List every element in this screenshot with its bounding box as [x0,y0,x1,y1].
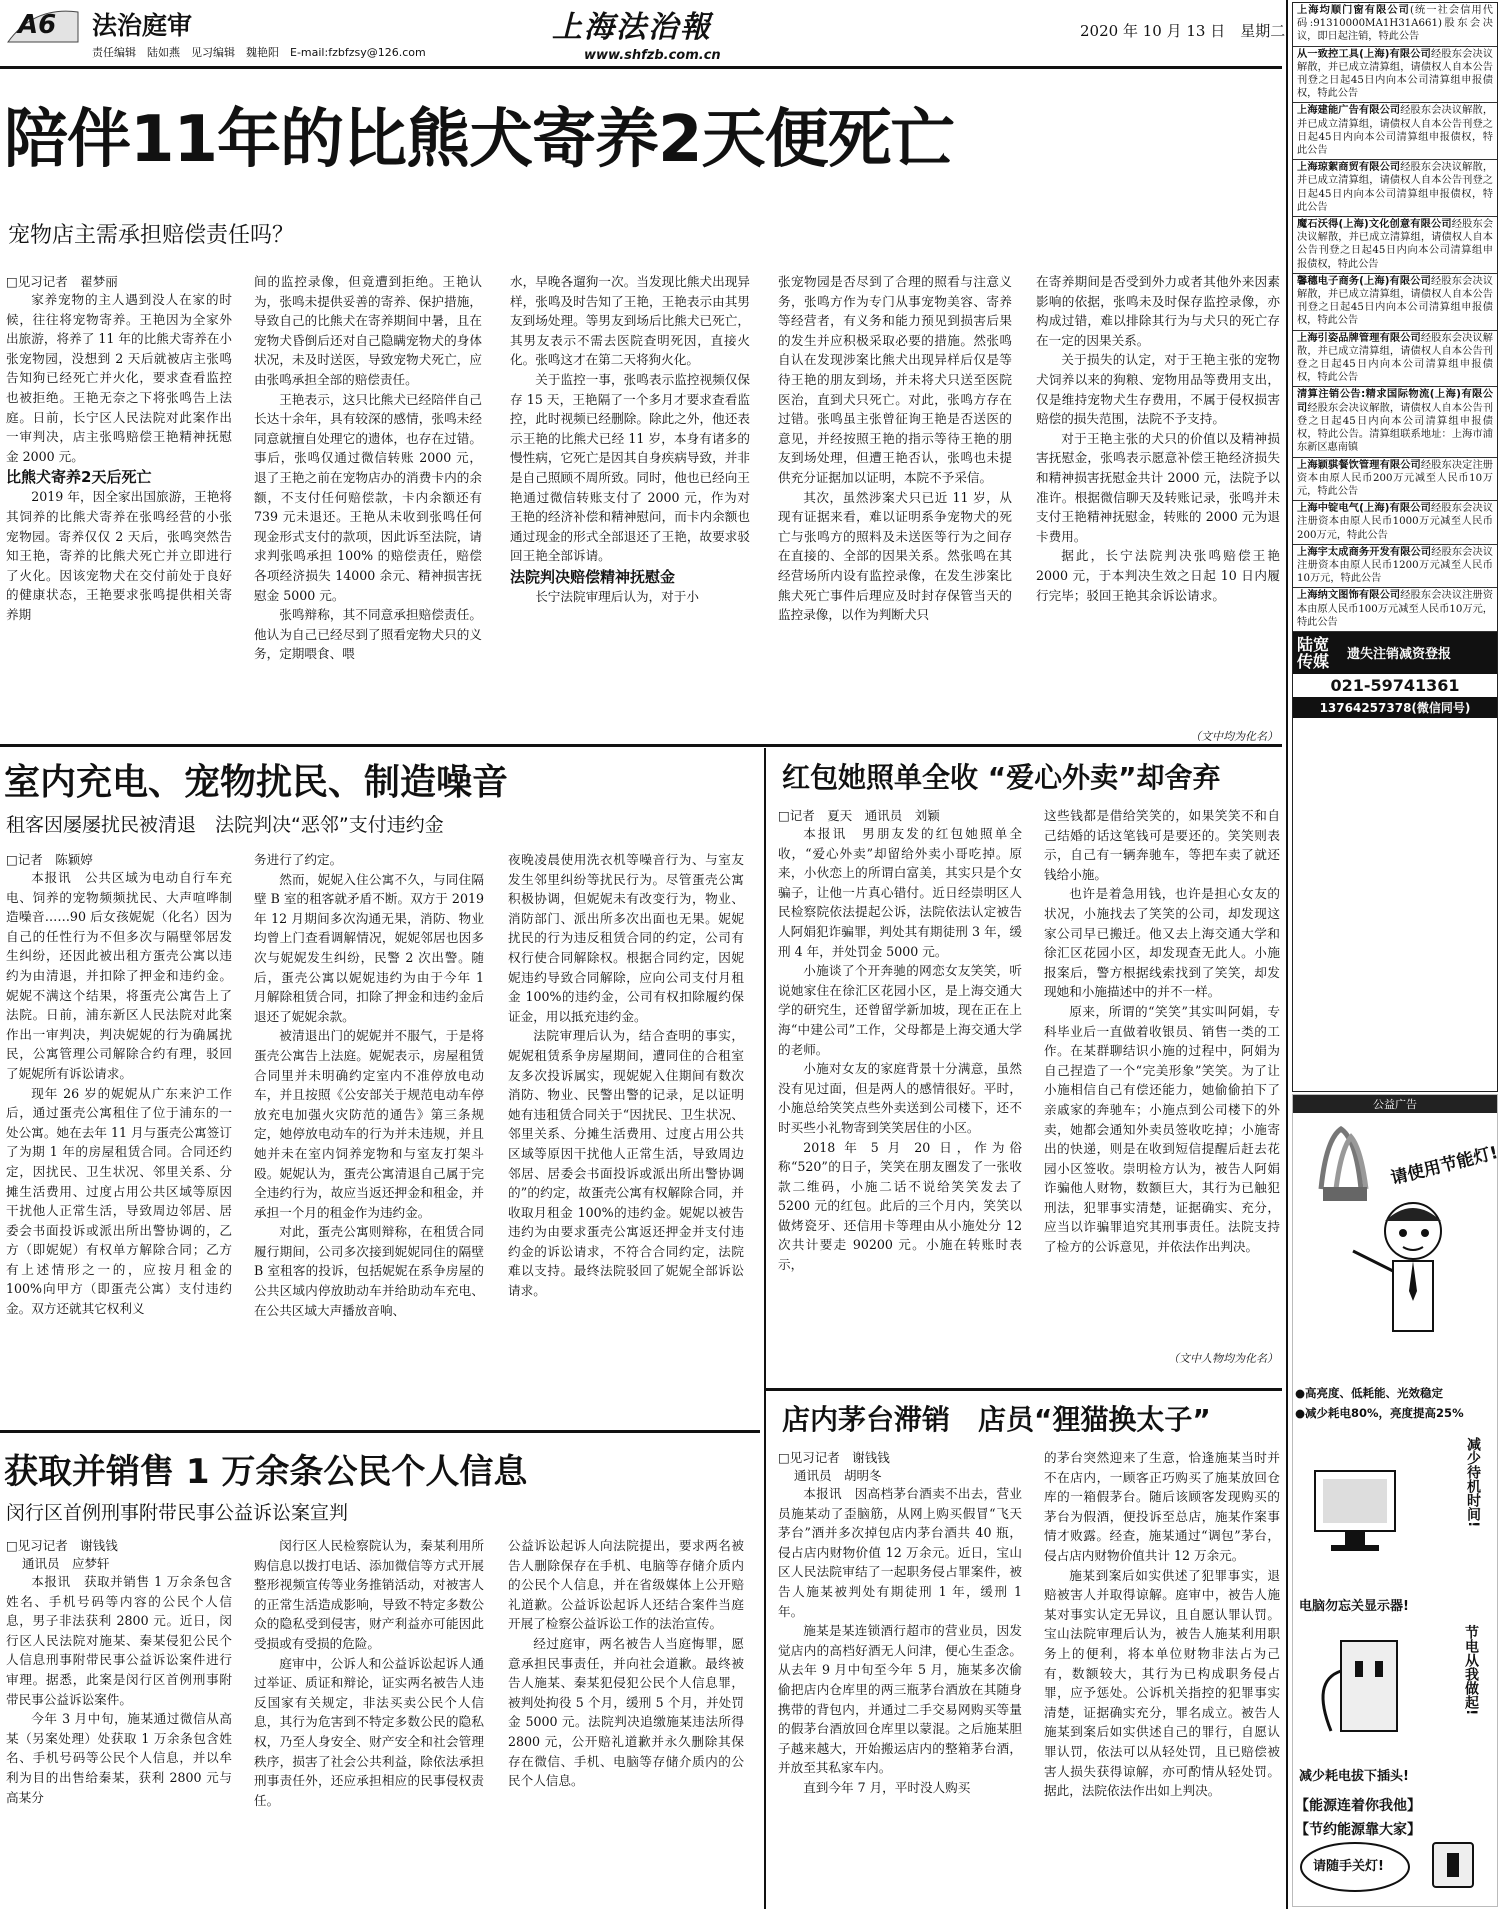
story4-byline: □见习记者 谢钱钱 [778,1450,890,1465]
ad-notice-title: 清算注销公告:精求国际物流(上海)有限公司 [1297,389,1493,414]
light-switch-icon [1423,1835,1483,1895]
story2-bottom-rule [0,1430,760,1433]
story1-paragraph: 间的监控录像，但竟遭到拒绝。王艳认为，张鸣未提供妥善的寄养、保护措施，导致自己的比熊犬在寄养期间中暑，且在宠物犬昏倒后还对自己隐瞒宠物犬的身体状况，未及时送医，导致宠物犬死亡，应由张鸣承担全部的赔偿责任。 [254,274,482,387]
story3-col1 [778,806,1022,1382]
story1-paragraph: 关于监控一事，张鸣表示监控视频仅保存 15 天，王艳隔了一个多月才要求查看监控，此时视频已经删除。除此之外，他还表示王艳的比熊犬已经 11 岁，本身有诸多的慢性病，它死亡是因其自身疾病导致，并非是自己照顾不周所致。同时，他也已经向王艳通过微信转账支付了 2000 元，作为对王艳的经济补偿和精神慰问，而卡内余额也通过现金的形式全部退还了王艳，故要求驳回王艳全部诉请。 [510,371,750,564]
paper-name: 上海法治報 [552,10,712,45]
ad-notice-text: 经股东会决议注册资本由原人民币100万元减至人民币10万元，特此公告 [1297,590,1494,628]
story1-paragraph: 据此，长宁法院判决张鸣赔偿王艳 2000 元，于本判决生效之日起 10 日内履行完毕；驳回王艳其余诉讼请求。 [1036,548,1280,603]
story1-subheading: 比熊犬寄养2天后死亡 [6,468,152,487]
story5-byline2: 通讯员 应梦轩 [22,1556,110,1571]
psa-slogan-bulb: 请使用节能灯! [1388,1142,1500,1189]
story1-paragraph: 2019 年，因全家出国旅游，王艳将其饲养的比熊犬寄养在张鸣经营的小张宠物园。寄养仅仅 2 天后，张鸣突然告知王艳，寄养的比熊犬死亡并立即进行了火化。因该宠物犬在交付前处于良好的健康状态，王艳要求张鸣提供相关寄养期 [6,489,232,622]
ad-notice-title: 馨穗电子商务(上海)有限公司 [1297,275,1432,287]
story1-col1 [6,272,232,722]
story2-paragraph: 夜晚凌晨使用洗衣机等噪音行为、与室友发生邻里纠纷等扰民行为。尽管蛋壳公寓积极协调，但妮妮未有改变行为，物业、消防部门、派出所多次出面也无果。妮妮扰民的行为违反租赁合同的约定，公司有权行使合同解除权。根据合同约定，因妮妮违约导致合同解除，应向公司支付月租金 100%的违约金，公司有权扣除履约保证金，用以抵充违约金。 [508,852,744,1024]
page-code-badge [4,4,82,44]
story5-paragraph: 本报讯 获取并销售 1 万余条包含姓名、手机号码等内容的公民个人信息，男子非法获利 2800 元。近日，闵行区人民法院对施某、秦某侵犯公民个人信息刑事附带民事公益诉讼案件进行审理。据悉，此案是闵行区首例刑事附带民事公益诉讼案件。 [6,1574,232,1707]
story2-paragraph: 务进行了约定。 [254,852,343,867]
story4-paragraph: 施某到案后如实供述了犯罪事实，退赔被害人并取得谅解。庭审中，被告人施某对事实认定无异议，且自愿认罪认罚。宝山法院审理后认为，被告人施某利用职务上的便利，将本单位财物非法占为己有，数额较大，其行为已构成职务侵占罪，应予惩处。公诉机关指控的犯罪事实清楚，证据确实充分，罪名成立。被告人施某到案后如实供述自己的罪行，自愿认罪认罚，依法可以从轻处罚，且已赔偿被害人损失获得谅解，亦可酌情从轻处罚。据此，法院依法作出如上判决。 [1044,1567,1280,1799]
ad-notice [1293,217,1497,274]
story1-paragraph: 其次，虽然涉案犬只已近 11 岁，从现有证据来看，难以证明系争宠物犬的死亡与张鸣方的照料及未送医等行为之间存在直接的、全部的因果关系。然张鸣在其经营场所内设有监控录像，在发生涉案比熊犬死亡事件后理应及时封存保管当天的监控录像，以作为判断犬只 [778,489,1012,623]
psa-bullet: ●高亮度、低耗能、光效稳定 [1295,1386,1444,1400]
story5-col2 [254,1536,484,1906]
psa-caption: 电脑勿忘关显示器! [1299,1599,1409,1614]
ad-notice [1293,458,1497,502]
story3-headline: 红包她照单全收 “爱心外卖”却舍弃 [782,761,1221,794]
story5-byline: □见习记者 谢钱钱 [6,1538,118,1553]
computer-monitor-icon [1301,1431,1421,1581]
issue-date: 2020 年 10 月 13 日 星期二 [1080,22,1286,40]
ad-notice-title: 魔石沃得(上海)文化创意有限公司 [1297,219,1452,231]
ad-service: 遗失注销减资登报 [1347,647,1452,663]
classified-ads [1292,2,1498,1092]
story5-col3 [508,1536,744,1906]
ad-phone-mobile: 13764257378(微信同号) [1293,697,1497,718]
psa-vertical-text: 节电从我做起! [1463,1625,1479,1716]
ad-notice [1293,3,1497,47]
ad-notice-title: 上海均顺门窗有限公司 [1297,5,1410,16]
ad-notice [1293,103,1497,160]
story3-paragraph: 这些钱都是借给笑笑的，如果笑笑不和自己结婚的话这笔钱可是要还的。笑笑则表示，自己有一辆奔驰车，等把车卖了就还钱给小施。 [1044,808,1280,882]
ad-notice [1293,588,1497,632]
page-code: A6 [18,10,57,40]
story2-paragraph: 然而，妮妮入住公寓不久，与同住隔壁 B 室的租客就矛盾不断。双方于 2019 年 12 月期间多次沟通无果，消防、物业均曾上门查看调解情况，妮妮邻居也因多次与妮妮发生纠纷，民警 2 次出警。随后，蛋壳公寓以妮妮违约为由于今年 1 月解除租赁合同，扣除了押金和违约金后退还了妮妮余款。 [254,871,484,1024]
story1-headline: 陪伴11年的比熊犬寄养2天便死亡 [4,103,954,177]
ad-notice-text: 经股东会决议注册资本由原人民币1200万元减至人民币10万元，特此公告 [1297,546,1494,585]
story5-subhead: 闵行区首例刑事附带民事公益诉讼案宣判 [6,1502,349,1524]
story1-paragraph: 张宠物园是否尽到了合理的照看与注意义务，张鸣方作为专门从事宠物美容、寄养等经营者，有义务和能力预见到损害后果的发生并应积极采取必要的措施。然张鸣自认在发现涉案比熊犬出现异样后仅是等待王艳的朋友到场，并未将犬只送至医院医治，直到犬只死亡。对此，张鸣方存在过错。张鸣虽主张曾征询王艳是否送医的意见，并经按照王艳的指示等待王艳的朋友到场处理，但遭王艳否认，张鸣也未提供充分证据加以证明，本院不予采信。 [778,274,1012,485]
story3-paragraph: 2018 年 5 月 20 日，作为俗称“520”的日子，笑笑在朋友圈发了一张收款二维码，小施二话不说给笑笑发去了 5200 元的红包。此后的三个月内，笑笑以做烤瓷牙、还信用卡等理由从小施处分 12 次共计要走 90200 元。小施在转账时表示， [778,1139,1022,1273]
ad-list [1293,3,1497,632]
story1-paragraph: 王艳表示，这只比熊犬已经陪伴自己长达十余年，具有较深的感情，张鸣未经同意就擅自处理它的遗体，也存在过错。事后，张鸣仅通过微信转账 2000 元，退了王艳之前在宠物店办的消费卡内的余额，不支付任何赔偿款，卡内余额还有 739 元未退还。王艳从未收到张鸣任何现金形式支付的款项，因此诉至法院，请求判张鸣承担 100% 的赔偿责任，赔偿各项经济损失 14000 余元、精神损害抚慰金 5000 元。 [254,391,482,603]
story5-paragraph: 闵行区人民检察院认为，秦某利用所购信息以拨打电话、添加微信等方式开展整形视频宣传等业务推销活动，对被害人的正常生活造成影响，导致不特定多数公众的隐私受到侵害，财产利益亦可能因此受损或有受损的危险。 [254,1538,484,1651]
story3-note: （文中人物均为化名） [1168,1352,1278,1365]
story1-paragraph: 水，早晚各遛狗一次。当发现比熊犬出现异样，张鸣及时告知了王艳，王艳表示由其男友到场处理。等男友到场后比熊犬已死亡，其男友表示不需去医院查明死因，直接火化。张鸣这才在第二天将狗火化。 [510,274,750,368]
story1-paragraph: 家养宠物的主人遇到没人在家的时候，往往将宠物寄养。王艳因为全家外出旅游，将养了 11 年的比熊犬寄养在小张宠物园，没想到 2 天后就被店主张鸣告知狗已经死亡并火化，要求查看监控也被拒绝。王艳无奈之下将张鸣告上法庭。日前，长宁区人民法院对此案作出一审判决，店主张鸣赔偿王艳精神抚慰金 2000 元。 [6,292,232,464]
story4-byline2: 通讯员 胡明冬 [794,1468,882,1483]
story3-paragraph: 小施谈了个开奔驰的网恋女友笑笑，听说她家住在徐汇区花园小区，是上海交通大学的研究生，还曾留学新加坡，现在正在上海“中建公司”工作，父母都是上海交通大学的老师。 [778,963,1022,1057]
ad-notice-text: 经股东会决议解散，并已成立清算组，请债权人自本公告刊登之日起45日内向本公司清算组申报债权，特此公告 [1297,105,1494,157]
story3-paragraph: 小施对女友的家庭背景十分满意，虽然没有见过面，但是两人的感情很好。平时，小施总给笑笑点些外卖送到公司楼下，还不时买些小礼物寄到笑笑居住的小区。 [778,1061,1022,1135]
story5-col1 [6,1536,232,1906]
story3-paragraph: 也许是着急用钱，也许是担心女友的状况，小施找去了笑笑的公司，却发现这家公司早已搬迁。他又去上海交通大学和徐汇区花园小区，却发现查无此人。小施报案后，警方根据线索找到了笑笑，却发现她和小施描述中的并不一样。 [1044,886,1280,1000]
story3-paragraph: 本报讯 男朋友发的红包她照单全收，“爱心外卖”却留给外卖小哥吃掉。原来，小伙恋上的所谓白富美，其实只是个女骗子，让他一片真心错付。近日经崇明区人民检察院依法提起公诉，法院依法认定被告人阿娟犯诈骗罪，判处其有期徒刑 3 年，缓刑 4 年，并处罚金 5000 元。 [778,826,1022,959]
story2-paragraph: 对此，蛋壳公寓则辩称，在租赁合同履行期间，公司多次接到妮妮同住的隔壁 B 室租客的投诉，包括妮妮在系争房屋的公共区域内停放助动车并给助动车充电、在公共区域大声播放音响、 [254,1224,484,1318]
story2-col1 [6,850,232,1420]
story1-paragraph: 张鸣辩称，其不同意承担赔偿责任。他认为自己已经尽到了照看宠物犬只的义务，定期喂食、喂 [254,607,482,662]
website: www.shfzb.com.cn [584,48,721,63]
cartoon-man-icon [1333,1191,1483,1351]
psa-label: 公益广告 [1293,1095,1497,1113]
story1-paragraph: 对于王艳主张的犬只的价值以及精神损害抚慰金，张鸣表示愿意补偿王艳经济损失和精神损害抚慰金共计 2000 元，法院予以准许。根据微信聊天及转账记录，张鸣并未支付王艳精神抚慰金，转账的 2000 元为退卡费用。 [1036,430,1280,544]
story1-col4 [778,272,1012,722]
psa-bracket-text: 【节约能源靠大家】 [1295,1822,1421,1838]
story4-col2 [1044,1448,1280,1906]
story1-bottom-rule [0,744,1282,747]
story2-paragraph: 法院审理后认为，结合查明的事实，妮妮租赁系争房屋期间，遭同住的合租室友多次投诉属实，现妮妮入住期间有数次消防、物业、民警出警的记录，足以证明她有违租赁合同关于“因扰民、卫生状况、邻里关系、分摊生活费用、过度占用公共区域等原因干扰他人正常生活，导致周边邻居、居委会书面投诉或派出所出警协调的”的约定，故蛋壳公寓有权解除合同，并收取月租金 100%的违约金。妮妮以被告违约为由要求蛋壳公寓返还押金并支付违约金的诉讼请求，不符合合同约定，法院难以支持。最终法院驳回了妮妮全部诉讼请求。 [508,1028,744,1299]
ad-notice-text: 经股东会决议解散，并已成立清算组，请债权人自本公告刊登之日起45日内向本公司清算组申报债权，特此公告 [1297,275,1494,327]
story5-paragraph: 经过庭审，两名被告人当庭悔罪，愿意承担民事责任，并向社会道歉。最终被告人施某、秦某犯侵犯公民个人信息罪，被判处拘役 5 个月，缓刑 5 个月，并处罚金 5000 元。法院判决追缴施某违法所得 2800 元，公开赔礼道歉并永久删除其保存在微信、手机、电脑等存储介质内的公民个人信息。 [508,1635,744,1789]
story1-paragraph: 在寄养期间是否受到外力或者其他外来因素影响的依据，张鸣未及时保存监控录像，亦构成过错，难以排除其行为与犬只的死亡存在一定的因果关系。 [1036,274,1280,348]
ad-notice-text: 经股东会决议解散，并已成立清算组，请债权人自本公告刊登之日起45日内向本公司清算组申报债权，特此公告 [1297,219,1494,270]
story2-col3 [508,850,744,1420]
story5-paragraph: 公益诉讼起诉人向法院提出，要求两名被告人删除保存在手机、电脑等存储介质内的公民个人信息，并在省级媒体上公开赔礼道歉。公益诉讼起诉人还结合案件当庭开展了检察公益诉讼工作的法治宣传。 [508,1538,744,1632]
story4-paragraph: 直到今年 7 月，平时没人购买 [803,1779,971,1795]
ad-notice [1293,47,1497,104]
vertical-divider [764,748,766,1909]
ad-notice [1293,331,1497,388]
story1-note: （文中均为化名） [1190,730,1278,743]
story3-paragraph: 原来，所谓的“笑笑”其实叫阿娟，专科毕业后一直做着收银员、销售一类的工作。在某群聊结识小施的过程中，阿娟为自己捏造了一个“完美形象”笑笑。为了让小施相信自己有偿还能力，她偷偷拍下了亲戚家的奔驰车；小施点到公司楼下的外卖，她都会通知外卖员签收吃掉；小施寄出的快递，则是在收到短信提醒后赶去花园小区签收。崇明检方认为，被告人阿娟诈骗他人财物，数额巨大，其行为已触犯刑法，犯罪事实清楚，证据确实、充分，应当以诈骗罪追究其刑事责任。法院支持了检方的公诉意见，并依法作出判决。 [1044,1003,1280,1255]
story1-paragraph: 关于损失的认定，对于王艳主张的宠物犬饲养以来的狗粮、宠物用品等费用支出，仅是维持宠物犬生存费用，不属于侵权损害赔偿的损失范围，法院不予支持。 [1036,352,1280,427]
ad-notice-text: (统一社会信用代码:91310000MA1H31A661)股东会决议，即日起注销，特此公告 [1297,5,1493,43]
masthead-rule [0,66,1282,69]
story1-byline: □见习记者 翟梦丽 [6,274,118,289]
ad-notice [1293,387,1497,457]
story4-headline: 店内茅台滞销 店员“狸猫换太子” [782,1403,1211,1436]
ad-notice-text: 经股东会决议解散，并已成立清算组，请债权人自本公告刊登之日起45日内向本公司清算组申报债权，特此公告 [1297,162,1494,213]
editor-line: 责任编辑 陆如燕 见习编辑 魏艳阳 E-mail:fzbfzsy@126.com [92,46,426,59]
ad-notice-title: 上海引姿品牌管理有限公司 [1297,332,1421,344]
ad-notice-title: 上海中锭电气(上海)有限公司 [1297,503,1432,515]
psa-panel [1292,1094,1498,1907]
ad-notice-title: 上海颖骐餐饮管理有限公司 [1297,459,1421,471]
psa-bracket-text: 【能源连着你我他】 [1295,1798,1421,1814]
ad-notice [1293,160,1497,217]
story2-paragraph: 被清退出门的妮妮并不服气，于是将蛋壳公寓告上法庭。妮妮表示，房屋租赁合同里并未明确约定室内不准停放电动车，并且按照《公安部关于规范电动车停放充电加强火灾防范的通告》第三条规定，她停放电动车的行为并未违规，并且她并未在室内饲养宠物和与室友打架斗殴。妮妮认为，蛋壳公寓清退自己属于完全违约行为，故应当返还押金和租金，并承担一个月的租金作为违约金。 [254,1028,484,1220]
story1-col3 [510,272,750,722]
psa-bubble-text: 请随手关灯! [1313,1859,1384,1874]
story4-paragraph: 施某是某连锁酒行超市的营业员，因发觉店内的高档好酒无人问津，便心生歪念。从去年 9 月中旬至今年 5 月，施某多次偷偷把店内仓库里的两三瓶茅台酒放在其随身携带的背包内，并通过二手交易网购买等量的假茅台酒放回仓库里以蒙混。之后施某胆子越来越大，开始搬运店内的整箱茅台酒，并放至其私家车内。 [778,1623,1022,1776]
story5-paragraph: 庭审中，公诉人和公益诉讼起诉人通过举证、质证和辩论，证实两名被告人违反国家有关规定，非法买卖公民个人信息，其行为危害到不特定多数公民的隐私权，乃至人身安全、财产安全和社会管理秩序，损害了社会公共利益，除依法承担刑事责任外，还应承担相应的民事侵权责任。 [254,1655,484,1808]
ad-notice-title: 上海纳文图饰有限公司 [1297,590,1401,602]
ad-notice-text: 经股东会决议解散，并已成立清算组，请债权人自本公告刊登之日起45日内向本公司清算组申报债权，特此公告 [1297,332,1493,384]
story3-col2 [1044,806,1280,1344]
story1-col5 [1036,272,1280,702]
ad-phone: 021-59741361 [1330,675,1460,695]
story2-paragraph: 现年 26 岁的妮妮从广东来沪工作后，通过蛋壳公寓租住了位于浦东的一处公寓。她在去年 11 月与蛋壳公寓签订了为期 1 年的房屋租赁合同。合同还约定，因扰民、卫生状况、邻里关系、分摊生活费用、过度占用公共区域等原因干扰他人正常生活，导致周边邻居、居委会书面投诉或派出所出警协调的，乙方（即妮妮）有权单方解除合同；乙方有上述情形之一的，应按月租金的 100%向甲方（即蛋壳公寓）支付违约金。双方还就其它权利义 [6,1085,232,1317]
story1-col2 [254,272,482,722]
psa-caption: 减少耗电拔下插头! [1299,1769,1409,1784]
ad-notice-title: 上海建能广告有限公司 [1297,105,1401,117]
ad-agency-name: 陆宽传媒 [1297,634,1330,671]
ads-left-border [1286,0,1288,1909]
story5-paragraph: 今年 3 月中旬，施某通过微信从高某（另案处理）处获取 1 万余条包含姓名、手机号码等公民个人信息，并以牟利为目的出售给秦某，获利 2800 元与高某分 [6,1711,232,1805]
story2-byline: □记者 陈颖婷 [6,852,93,867]
power-plug-icon [1301,1621,1441,1751]
section-title: 法治庭审 [92,11,193,40]
ad-notice-text: 经股东决定注册资本由原人民币200万元减至人民币10万元，特此公告 [1297,459,1493,497]
ad-notice-text: 经股东会决议解散，请债权人自本公告刊登之日起45日内向本公司清算组申报债权，特此公告。清算组联系地址：上海市浦东新区惠南镇 [1297,402,1494,454]
ad-notice [1293,501,1497,545]
ad-notice-text: 经股东会决议注册资本由原人民币1000万元减至人民币200万元，特此公告 [1297,503,1494,541]
story2-paragraph: 本报讯 公共区域为电动自行车充电、饲养的宠物频频扰民、大声喧哗制造噪音……90 后女孩妮妮（化名）因为自己的任性行为不但多次与隔壁邻居发生纠纷，还因此被出租方蛋壳公寓以违约为由清退，并扣除了押金和违约金。妮妮不满这个结果，将蛋壳公寓告上了法院。日前，浦东新区人民法院对此案作出一审判决，判决妮妮的行为确属扰民，公寓管理公司解除合约有理，驳回了妮妮所有诉讼请求。 [6,870,232,1081]
ad-notice [1293,545,1497,589]
story4-paragraph: 本报讯 因高档茅台酒卖不出去，营业员施某动了歪脑筋，从网上购买假冒“飞天茅台”酒并多次掉包店内茅台酒共 40 瓶，侵占店内财物价值 12 万余元。近日，宝山区人民法院审结了一起职务侵占罪案件，被告人施某被判处有期徒刑 1 年，缓刑 1 年。 [778,1486,1022,1619]
story2-col2 [254,850,484,1420]
ad-notice-text: 经股东会决议解散，并已成立清算组，请债权人自本公告刊登之日起45日内向本公司清算组申报债权，特此公告 [1297,48,1494,100]
ad-notice [1293,274,1497,331]
story4-paragraph: 的茅台突然迎来了生意，恰逢施某当时并不在店内，一顾客正巧购买了施某放回仓库的一箱假茅台。随后该顾客发现购买的茅台为假酒，便投诉至总店，施某作案事情才败露。经查，施某通过“调包”茅台，侵占店内财物价值共计 12 万余元。 [1044,1450,1280,1563]
story3-byline: □记者 夏天 通讯员 刘颖 [778,808,940,823]
psa-bullet: ●减少耗电80%，亮度提高25% [1295,1406,1464,1420]
story1-subheading: 法院判决赔偿精神抚慰金 [510,567,676,586]
psa-vertical-text: 减少待机时间! [1465,1437,1481,1528]
story3-bottom-rule [766,1388,1282,1391]
ad-notice-title: 上海琼絮商贸有限公司 [1297,162,1401,174]
ad-contact [1293,632,1497,674]
story1-subhead: 宠物店主需承担赔偿责任吗？ [8,223,295,248]
story5-headline: 获取并销售 1 万余条公民个人信息 [4,1452,528,1492]
story2-headline: 室内充电、宠物扰民、制造噪音 [4,762,509,803]
story1-paragraph: 长宁法院审理后认为，对于小 [535,588,699,604]
ad-notice-title: 上海宇太成商务开发有限公司 [1297,546,1432,558]
story4-col1 [778,1448,1022,1906]
ad-notice-title: 从一致控工具(上海)有限公司 [1297,48,1432,60]
story2-subhead: 租客因屡屡扰民被清退 法院判决“恶邻”支付违约金 [6,814,444,836]
